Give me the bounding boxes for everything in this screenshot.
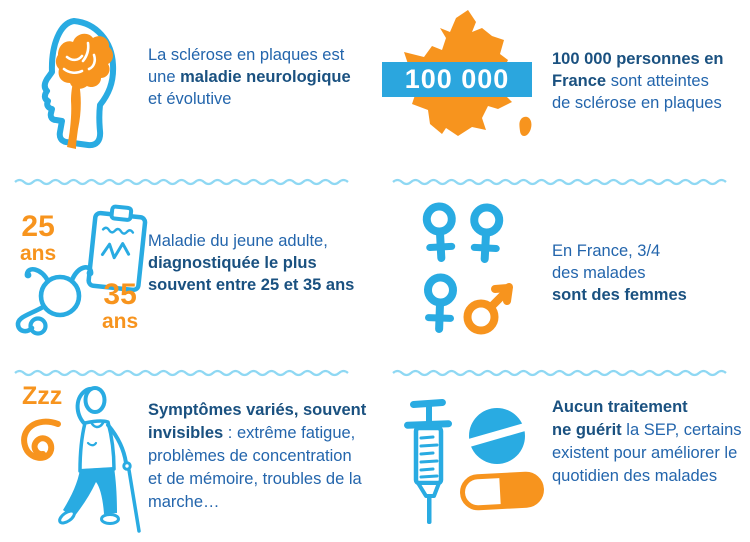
treatment-text	[552, 396, 742, 488]
text-line: problèmes de concentration	[148, 447, 352, 465]
wavy-divider	[15, 177, 347, 187]
tablet-icon	[466, 404, 528, 468]
text-line: invisibles : extrême fatigue,	[148, 424, 356, 442]
prevalence-text	[552, 48, 724, 114]
zzz-label: Zzz	[22, 382, 63, 410]
female-icon	[464, 204, 508, 264]
text-line: souvent entre 25 et 35 ans	[148, 276, 355, 294]
wavy-divider	[393, 368, 720, 378]
disease-description-text	[148, 44, 351, 110]
syringe-icon	[404, 396, 460, 528]
female-icon	[418, 274, 462, 334]
text-line: sont des femmes	[552, 286, 687, 304]
text-line: France sont atteintes	[552, 72, 709, 90]
text-line: marche…	[148, 493, 220, 511]
corsica-shape	[519, 117, 531, 136]
text-line: 100 000 personnes en	[552, 50, 724, 68]
text-line: diagnostiquée le plus	[148, 254, 317, 272]
text-line: La sclérose en plaques est	[148, 46, 345, 64]
cane-shape	[129, 470, 139, 531]
wavy-divider	[15, 368, 347, 378]
female-icon	[418, 203, 462, 263]
prevalence-banner: 100 000	[382, 62, 532, 97]
text-line: En France, 3/4	[552, 242, 661, 260]
text-line: de sclérose en plaques	[552, 94, 722, 112]
text-line: une maladie neurologique	[148, 68, 351, 86]
text-line: et évolutive	[148, 90, 232, 108]
stethoscope-icon	[15, 260, 97, 340]
head-brain-icon	[22, 17, 117, 162]
text-line: ne guérit la SEP, certains	[552, 421, 742, 439]
gender-text	[552, 240, 687, 306]
text-line: et de mémoire, troubles de la	[148, 470, 362, 488]
capsule-icon	[460, 472, 544, 510]
age-35-label: 35 ans	[102, 278, 139, 333]
walking-person-icon	[58, 385, 153, 535]
text-line: Aucun traitement	[552, 398, 688, 416]
age-text	[148, 230, 354, 296]
text-line: Symptômes variés, souvent	[148, 401, 367, 419]
male-icon	[462, 278, 516, 336]
text-line: existent pour améliorer le	[552, 444, 738, 462]
symptoms-text	[148, 399, 366, 514]
text-line: des malades	[552, 264, 646, 282]
text-line: quotidien des malades	[552, 467, 718, 485]
wavy-divider	[393, 177, 720, 187]
text-line: Maladie du jeune adulte,	[148, 232, 328, 250]
age-25-label: 25 ans	[20, 210, 57, 265]
